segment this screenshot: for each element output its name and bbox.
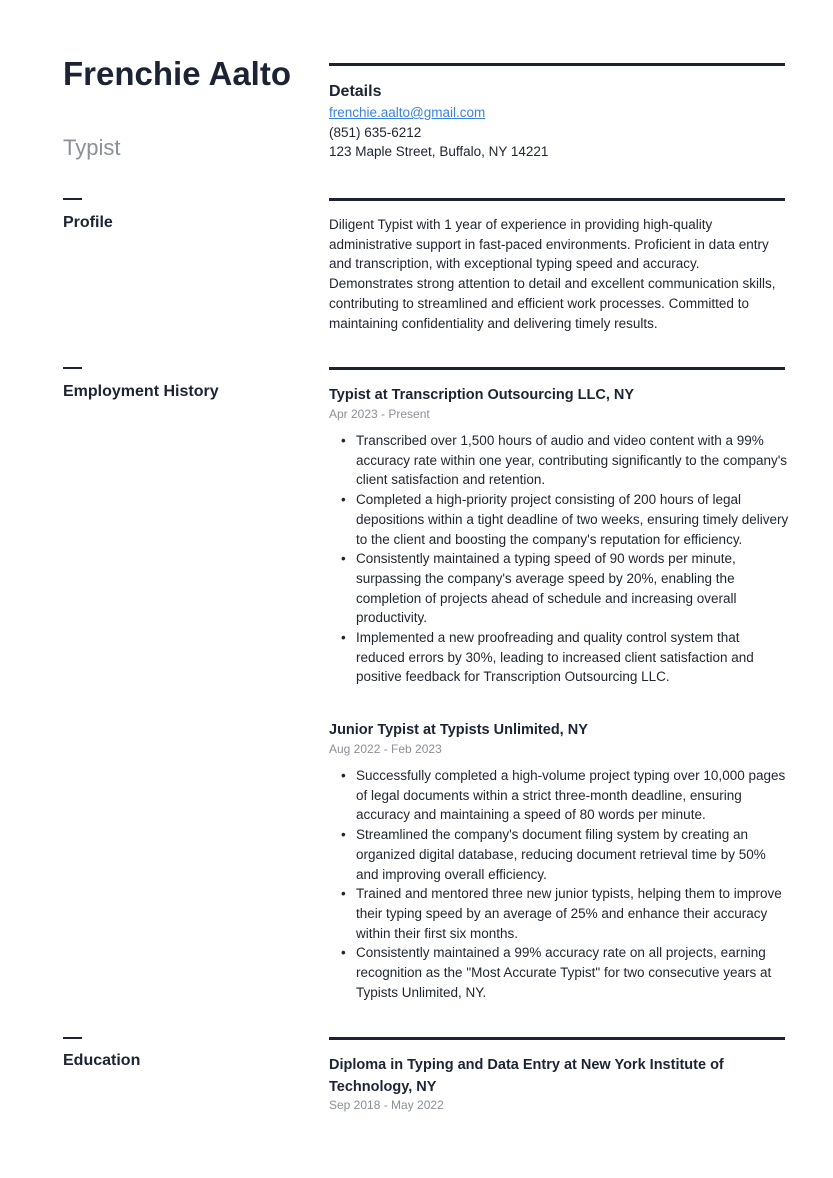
address: 123 Maple Street, Buffalo, NY 14221 <box>329 144 549 160</box>
section-dash-employment <box>63 367 82 369</box>
education-heading: Education <box>63 1052 141 1069</box>
section-rule-education <box>329 1037 785 1040</box>
job-bullet: • Successfully completed a high-volume project typing over 10,000 pages of legal documents within a strict three-month deadline, ensuring accuracy and maintaining a speed of 80 words per minute. <box>341 766 789 825</box>
education-dates: Sep 2018 - May 2022 <box>329 1098 444 1112</box>
section-dash-profile <box>63 198 82 200</box>
job-bullets <box>341 766 789 1002</box>
candidate-title: Typist <box>63 135 121 160</box>
job-bullets <box>341 431 789 687</box>
profile-summary: Diligent Typist with 1 year of experience in providing high-quality administrative support in fast-paced environments. Proficient in data entry and transcription, with exceptional typing speed and accuracy. Demonstrates strong attention to detail and excellent communication skills, contributing to streamlined and efficient work processes. Committed to maintaining confidentiality and delivering timely results. <box>329 217 776 331</box>
details-block <box>329 103 548 162</box>
candidate-name: Frenchie Aalto <box>63 55 291 92</box>
email-link[interactable]: frenchie.aalto@gmail.com <box>329 105 486 120</box>
job-bullet: • Trained and mentored three new junior typists, helping them to improve their typing speed by an average of 25% and enhance their accuracy within their first six months. <box>341 884 789 943</box>
job-bullet: • Completed a high-priority project consisting of 200 hours of legal depositions within a tight deadline of two weeks, ensuring timely delivery to the client and boosting the company's reputation for efficiency. <box>341 490 789 549</box>
profile-heading: Profile <box>63 214 113 231</box>
job-title: Typist at Transcription Outsourcing LLC, NY <box>329 387 635 403</box>
phone-number: (851) 635-6212 <box>329 124 422 140</box>
education-title: Diploma in Typing and Data Entry at New York Institute of Technology, NY <box>329 1057 724 1095</box>
section-rule-details <box>329 63 785 66</box>
details-heading: Details <box>329 83 382 100</box>
job-bullet: • Transcribed over 1,500 hours of audio and video content with a 99% accuracy rate within one year, contributing significantly to the company's client satisfaction and retention. <box>341 431 789 490</box>
section-dash-education <box>63 1037 82 1039</box>
job-bullet: • Implemented a new proofreading and quality control system that reduced errors by 30%, leading to increased client satisfaction and positive feedback for Transcription Outsourcing LLC. <box>341 628 789 687</box>
job-bullet: • Consistently maintained a typing speed of 90 words per minute, surpassing the company's average speed by 20%, enabling the completion of projects ahead of schedule and increasing overall productivity. <box>341 549 789 628</box>
job-title: Junior Typist at Typists Unlimited, NY <box>329 722 588 738</box>
job-bullet: • Streamlined the company's document filing system by creating an organized digital database, reducing document retrieval time by 50% and improving overall efficiency. <box>341 825 789 884</box>
employment-heading: Employment History <box>63 383 219 400</box>
section-rule-employment <box>329 367 785 370</box>
section-rule-profile <box>329 198 785 201</box>
job-dates: Apr 2023 - Present <box>329 407 430 421</box>
job-dates: Aug 2022 - Feb 2023 <box>329 742 442 756</box>
job-bullet: • Consistently maintained a 99% accuracy rate on all projects, earning recognition as the "Most Accurate Typist" for two consecutive years at Typists Unlimited, NY. <box>341 943 789 1002</box>
